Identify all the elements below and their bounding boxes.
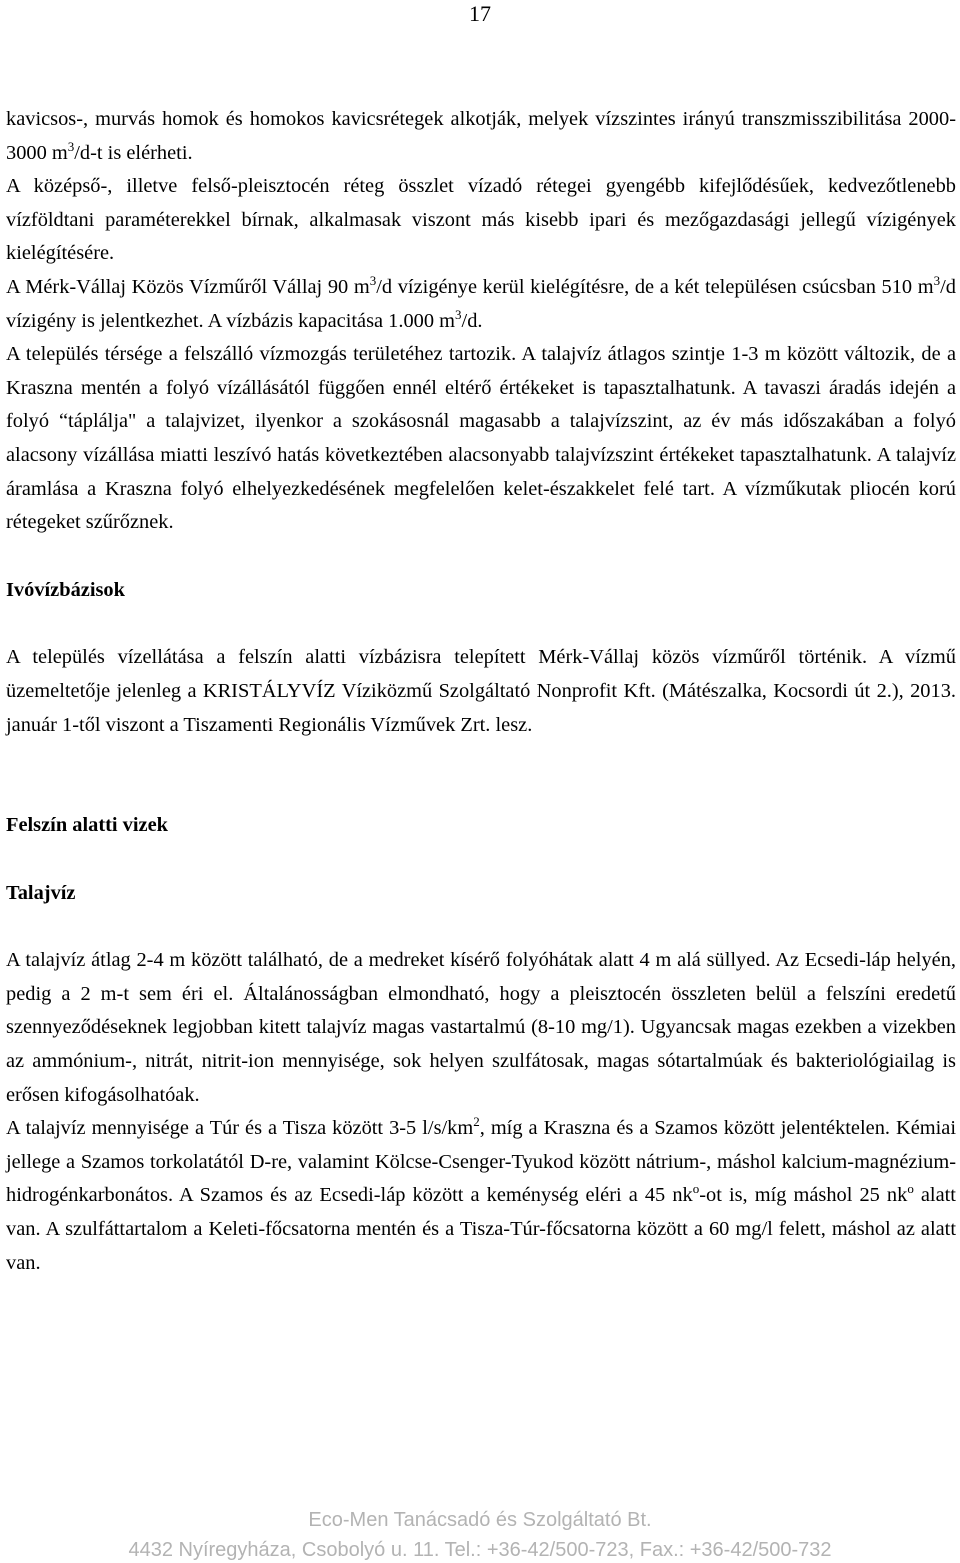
- superscript: 3: [67, 138, 75, 154]
- text-talajviz-d: alatt van. A szulfáttartalom a Keleti-főcsatorna mentén és a Tisza-Túr-főcsatorna között a 60 mg/l felett, máshol az alatt van.: [6, 1184, 956, 1274]
- paragraph-pleistocene: A középső-, illetve felső-pleisztocén réteg összlet vízadó rétegei gyengébb kifejlődésűek, kedvezőtlenebb vízföldtani paraméterekkel bírnak, alkalmasak viszont más kisebb ipari és mezőgazdasági jellegű vízigények kielégítésére.: [6, 175, 956, 265]
- paragraph-ivoviz: A település vízellátása a felszín alatti vízbázisra telepített Mérk-Vállaj közös vízműről történik. A vízmű üzemeltetője jelenleg a KRISTÁLYVÍZ Víziközmű Szolgáltató Nonprofit Kft. (Mátészalka, Kocsordi út 2.), 2013. január 1-től viszont a Tiszamenti Regionális Vízművek Zrt. lesz.: [6, 646, 956, 736]
- footer-contact: 4432 Nyíregyháza, Csobolyó u. 11. Tel.: +36-42/500-723, Fax.: +36-42/500-732: [128, 1539, 832, 1561]
- text-aquifer: kavicsos-, murvás homok és homokos kavicsrétegek alkotják, melyek vízszintes irányú transzmisszibilitása 2000-3000 m: [6, 108, 956, 164]
- superscript: 3: [933, 272, 941, 288]
- paragraph-intro: [6, 103, 956, 170]
- text-aquifer-end: /d-t is elérheti.: [74, 141, 193, 164]
- superscript: o: [692, 1181, 700, 1197]
- text-talajviz-c: -ot is, míg máshol 25 nk: [699, 1184, 908, 1207]
- text-vizmu-d: /d.: [461, 309, 483, 332]
- superscript: o: [907, 1181, 914, 1197]
- text-talajviz-b: , míg a Kraszna és a Szamos között jelentéktelen. Kémiai jellege a Szamos torkolatától D-re, valamint Kölcse-Csenger-Tyukod között nátrium-, máshol kalcium-magnézium-hidrogénkarbonátos. A Szamos és az Ecsedi-láp között a keménység eléri a 45 nk: [6, 1117, 956, 1207]
- heading-talajviz: Talajvíz: [6, 881, 76, 904]
- text-vizmu-b: /d vízigénye kerül kielégítésre, de a két településen csúcsban 510 m: [376, 275, 934, 298]
- page-number: 17: [469, 1, 491, 26]
- paragraph-talajviz-2: [6, 1112, 956, 1280]
- heading-ivovizbazisok: Ivóvízbázisok: [6, 578, 125, 601]
- text-talajviz-a: A talajvíz mennyisége a Túr és a Tisza között 3-5 l/s/km: [6, 1117, 474, 1140]
- paragraph-groundwater-flow: A település térsége a felszálló vízmozgás területéhez tartozik. A talajvíz átlagos szintje 1-3 m között változik, de a Kraszna mentén a folyó vízállásától függően ennél eltérő értékeket is tapasztalhatunk. A tavaszi áradás idején a folyó “táplálja" a talajvizet, ilyenkor a szokásosnál magasabb a talajvízszint, az év más időszakában a folyó alacsony vízállása miatti leszívó hatás következtében alacsonyabb talajvízszint értékeket tapasztalhatunk. A talajvíz áramlása a Kraszna folyó elhelyezkedésének megfelelően kelet-északkelet felé tart. A vízműkutak pliocén korú rétegeket szűrőznek.: [6, 343, 956, 534]
- superscript: 3: [455, 306, 462, 322]
- superscript: 3: [369, 272, 377, 288]
- text-vizmu-c: /d vízigény is jelentkezhet. A vízbázis kapacitása 1.000 m: [6, 275, 956, 332]
- document-body: [6, 103, 956, 1280]
- footer-company: Eco-Men Tanácsadó és Szolgáltató Bt.: [308, 1509, 652, 1531]
- superscript: 2: [473, 1114, 480, 1130]
- paragraph-vizmu: [6, 271, 956, 338]
- heading-felszin-alatti-vizek: Felszín alatti vizek: [6, 814, 168, 837]
- paragraph-talajviz-1: A talajvíz átlag 2-4 m között található, de a medreket kísérő folyóhátak alatt 4 m alá süllyed. Az Ecsedi-láp helyén, pedig a 2 m-t sem éri el. Általánosságban elmondható, hogy a pleisztocén összleten belül a felszíni eredetű szennyeződéseknek legjobban kitett talajvíz magas vastartalmú (8-10 mg/1). Ugyancsak magas ezekben a vizekben az ammónium-, nitrát, nitrit-ion mennyisége, sok helyen szulfátosak, magas sótartalmúak és bakteriológiailag is erősen kifogásolhatóak.: [6, 949, 956, 1106]
- text-vizmu-a: A Mérk-Vállaj Közös Vízműről Vállaj 90 m: [6, 275, 370, 298]
